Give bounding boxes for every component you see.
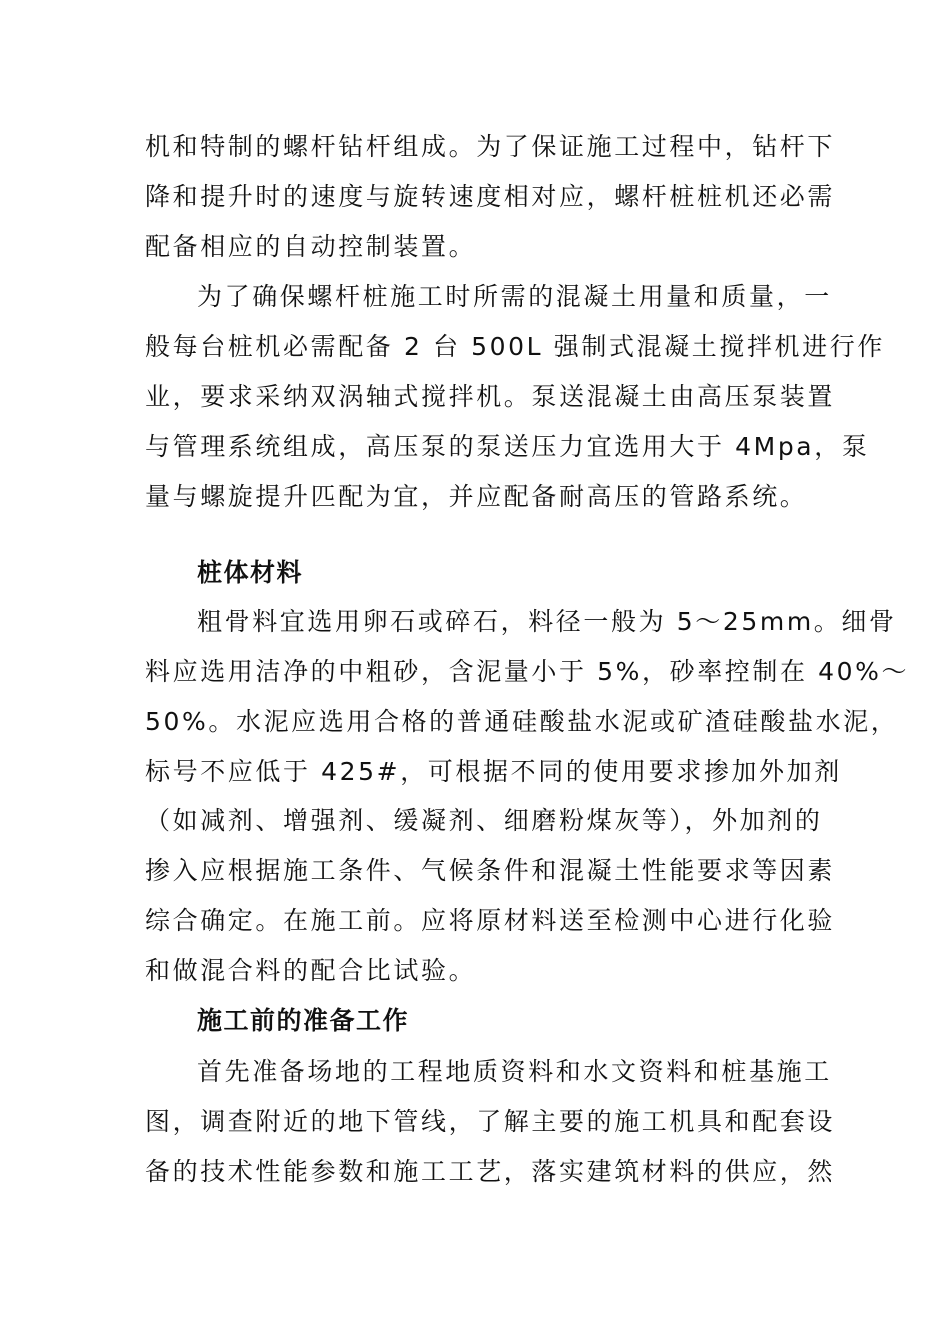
paragraph-line: 为了确保螺杆桩施工时所需的混凝土用量和质量，一 [197,282,832,311]
section-heading: 施工前的准备工作 [197,1006,410,1035]
paragraph-line: 首先准备场地的工程地质资料和水文资料和桩基施工 [197,1057,832,1086]
paragraph-line: 标号不应低于 425#，可根据不同的使用要求掺加外加剂 [145,757,842,786]
paragraph-line: 备的技术性能参数和施工工艺，落实建筑材料的供应，然 [145,1157,836,1186]
paragraph-line: 降和提升时的速度与旋转速度相对应，螺杆桩桩机还必需 [145,182,836,211]
paragraph-line: 业，要求采纳双涡轴式搅拌机。泵送混凝土由高压泵装置 [145,382,836,411]
paragraph-line: 机和特制的螺杆钻杆组成。为了保证施工过程中，钻杆下 [145,132,836,161]
paragraph-line: 配备相应的自动控制装置。 [145,232,477,261]
paragraph-line: 50%。水泥应选用合格的普通硅酸盐水泥或矿渣硅酸盐水泥， [145,707,899,736]
paragraph-line: 量与螺旋提升匹配为宜，并应配备耐高压的管路系统。 [145,482,808,511]
paragraph-line: 粗骨料宜选用卵石或碎石，料径一般为 5～25mm。细骨 [197,607,897,636]
paragraph-line: 综合确定。在施工前。应将原材料送至检测中心进行化验 [145,906,836,935]
paragraph-line: 料应选用洁净的中粗砂，含泥量小于 5%，砂率控制在 40%～ [145,657,910,686]
paragraph-line: 和做混合料的配合比试验。 [145,956,477,985]
paragraph-line: 与管理系统组成，高压泵的泵送压力宜选用大于 4Mpa，泵 [145,432,870,461]
paragraph-line: （如减剂、增强剂、缓凝剂、细磨粉煤灰等），外加剂的 [145,806,823,835]
paragraph-line: 般每台桩机必需配备 2 台 500L 强制式混凝土搅拌机进行作 [145,332,885,361]
section-heading: 桩体材料 [197,558,304,587]
paragraph-line: 图，调查附近的地下管线，了解主要的施工机具和配套设 [145,1107,836,1136]
paragraph-line: 掺入应根据施工条件、气候条件和混凝土性能要求等因素 [145,856,836,885]
